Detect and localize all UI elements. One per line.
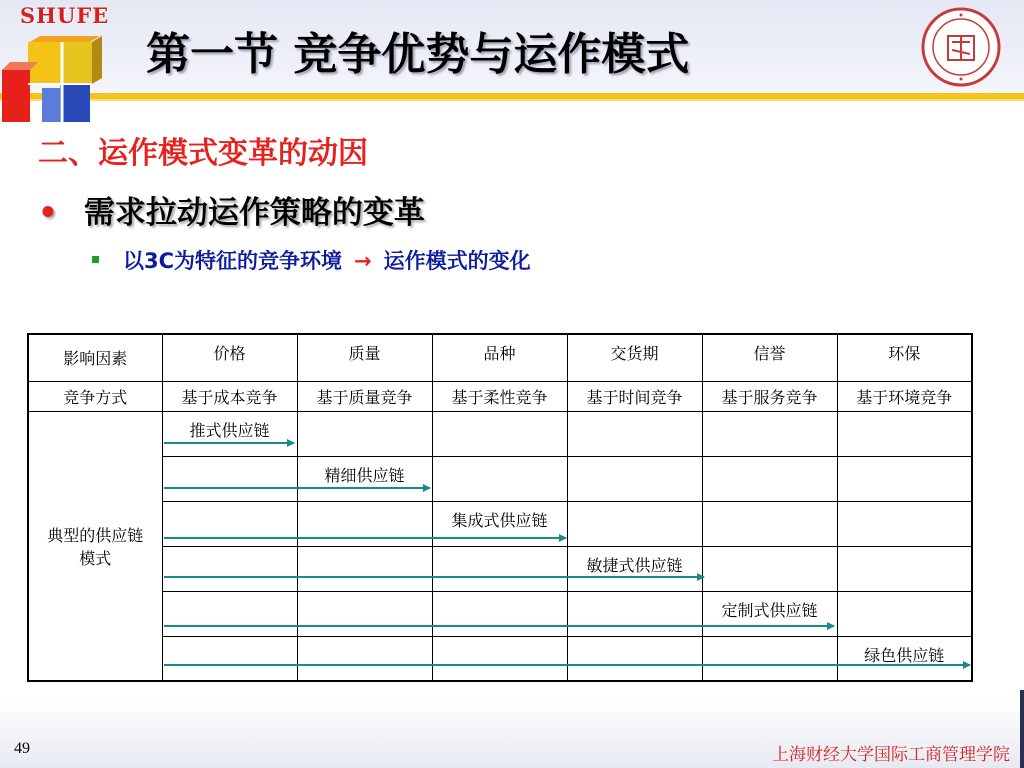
table-cell bbox=[162, 456, 297, 501]
table-cell bbox=[702, 411, 837, 456]
supply-label-line: 模式 bbox=[79, 548, 112, 568]
table-cell bbox=[837, 546, 972, 591]
bullet2-right-text: 运作模式的变化 bbox=[383, 249, 531, 273]
school-name: 上海财经大学国际工商管理学院 bbox=[772, 745, 1010, 765]
table-cell bbox=[567, 411, 702, 456]
table-row bbox=[28, 546, 972, 591]
table-cell: 基于柔性竞争 bbox=[432, 381, 567, 411]
table-cell: 推式供应链 bbox=[162, 411, 297, 456]
table-cell bbox=[432, 456, 567, 501]
table-cell: 定制式供应链 bbox=[702, 591, 837, 636]
table-cell bbox=[837, 591, 972, 636]
table-cell bbox=[162, 591, 297, 636]
bullet-item-level1 bbox=[38, 187, 425, 232]
table-cell bbox=[702, 456, 837, 501]
table-cell bbox=[567, 591, 702, 636]
table-row bbox=[28, 456, 972, 501]
supply-chain-table bbox=[27, 333, 973, 682]
table-cell: 基于环境竞争 bbox=[837, 381, 972, 411]
bullet-square-icon bbox=[92, 256, 99, 263]
table-row bbox=[28, 591, 972, 636]
table-cell bbox=[567, 456, 702, 501]
table-header-cell: 品种 bbox=[432, 334, 567, 381]
table-row bbox=[28, 636, 972, 681]
table-row bbox=[28, 411, 972, 456]
table-header-cell: 价格 bbox=[162, 334, 297, 381]
university-seal-icon bbox=[920, 6, 1002, 88]
table-row bbox=[28, 381, 972, 411]
table-cell bbox=[297, 501, 432, 546]
table-cell bbox=[297, 591, 432, 636]
table-cell: 精细供应链 bbox=[297, 456, 432, 501]
page-title: 第一节 竞争优势与运作模式 bbox=[146, 29, 690, 80]
table-cell: 基于时间竞争 bbox=[567, 381, 702, 411]
table-header-cell: 影响因素 bbox=[28, 334, 162, 381]
table-cell bbox=[567, 636, 702, 681]
table-cell bbox=[702, 636, 837, 681]
table-cell bbox=[432, 636, 567, 681]
table-cell bbox=[162, 501, 297, 546]
page-number: 49 bbox=[14, 740, 30, 757]
footer-edge-bar bbox=[1020, 690, 1024, 768]
table-header-cell: 质量 bbox=[297, 334, 432, 381]
table-cell bbox=[432, 411, 567, 456]
table-header-cell: 环保 bbox=[837, 334, 972, 381]
table-cell: 绿色供应链 bbox=[837, 636, 972, 681]
table-cell: 敏捷式供应链 bbox=[567, 546, 702, 591]
table-header-row bbox=[28, 334, 972, 381]
table-cell bbox=[297, 636, 432, 681]
right-arrow-icon: → bbox=[354, 249, 372, 273]
table-row bbox=[28, 501, 972, 546]
table-cell: 基于成本竞争 bbox=[162, 381, 297, 411]
bullet1-text: 需求拉动运作策略的变革 bbox=[83, 195, 425, 231]
table-cell bbox=[702, 546, 837, 591]
table-cell bbox=[567, 501, 702, 546]
supply-label-cell bbox=[28, 411, 162, 681]
table-cell bbox=[837, 501, 972, 546]
table-cell bbox=[432, 546, 567, 591]
table-cell: 基于服务竞争 bbox=[702, 381, 837, 411]
table-cell bbox=[297, 546, 432, 591]
brand-logo-text: SHUFE bbox=[20, 3, 110, 28]
table-cell: 集成式供应链 bbox=[432, 501, 567, 546]
table-cell: 基于质量竞争 bbox=[297, 381, 432, 411]
bullet2-left-text: 以3C为特征的竞争环境 bbox=[123, 249, 343, 273]
table-cell bbox=[162, 636, 297, 681]
table-cell bbox=[837, 411, 972, 456]
table-cell bbox=[837, 456, 972, 501]
supply-label-line: 典型的供应链 bbox=[47, 525, 144, 545]
cube-logo-icon bbox=[0, 34, 110, 124]
table-cell bbox=[432, 591, 567, 636]
table-cell bbox=[297, 411, 432, 456]
section-heading: 二、运作模式变革的动因 bbox=[38, 136, 368, 171]
table-cell bbox=[702, 501, 837, 546]
table-cell bbox=[162, 546, 297, 591]
header-divider-light bbox=[0, 99, 1024, 101]
table-cell: 竞争方式 bbox=[28, 381, 162, 411]
table-header-cell: 交货期 bbox=[567, 334, 702, 381]
table-header-cell: 信誉 bbox=[702, 334, 837, 381]
bullet-dot-icon: • bbox=[38, 195, 58, 231]
bullet-item-level2 bbox=[92, 245, 531, 275]
